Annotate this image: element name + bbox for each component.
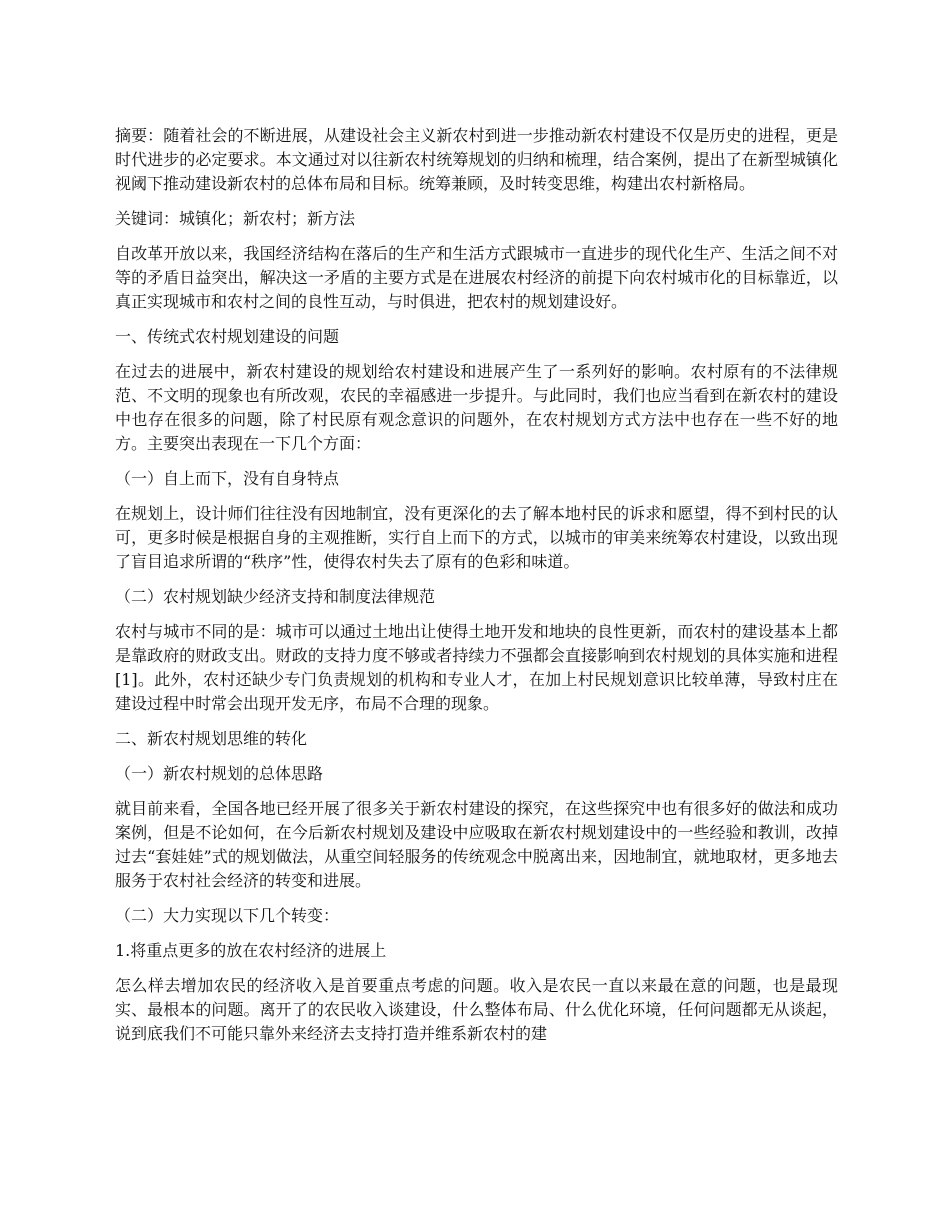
subsection-1-1-paragraph: 在规划上，设计师们往往没有因地制宜，没有更深化的去了解本地村民的诉求和愿望，得不到村民的认可，更多时候是根据自身的主观推断，实行自上而下的方式，以城市的审美来统筹农村建设，以致出现了盲目追求所谓的“秩序”性，使得农村失去了原有的色彩和味道。 (115, 504, 838, 571)
section-2-heading: 二、新农村规划思维的转化 (115, 729, 308, 748)
subsection-1-2-heading: （二）农村规划缺少经济支持和制度法律规范 (115, 587, 436, 606)
section-1-paragraph: 在过去的进展中，新农村建设的规划给农村建设和进展产生了一系列好的影响。农村原有的不法律规范、不文明的现象也有所改观，农民的幸福感进一步提升。与此同时，我们也应当看到在新农村的建设中也存在很多的问题，除了村民原有观念意识的问题外，在农村规划方式方法中也存在一些不好的地方。主要突出表现在一下几个方面： (115, 362, 838, 453)
abstract-paragraph: 摘要：随着社会的不断进展，从建设社会主义新农村到进一步推动新农村建设不仅是历史的进程，更是时代进步的必定要求。本文通过对以往新农村统筹规划的归纳和梳理，结合案例，提出了在新型城镇化视阈下推动建设新农村的总体布局和目标。统筹兼顾，及时转变思维，构建出农村新格局。 (115, 126, 838, 193)
item-1-heading: 1.将重点更多的放在农村经济的进展上 (115, 941, 387, 960)
section-1-heading: 一、传统式农村规划建设的问题 (115, 327, 340, 346)
subsection-1-2-paragraph: 农村与城市不同的是：城市可以通过土地出让使得土地开发和地块的良性更新，而农村的建设基本上都是靠政府的财政支出。财政的支持力度不够或者持续力不强都会直接影响到农村规划的具体实施和进程[1]。此外，农村还缺少专门负责规划的机构和专业人才，在加上村民规划意识比较单薄，导致村庄在建设过程中时常会出现开发无序，布局不合理的现象。 (115, 622, 838, 713)
subsection-2-1-heading: （一）新农村规划的总体思路 (115, 764, 324, 783)
keywords-line: 关键词：城镇化；新农村；新方法 (115, 209, 356, 228)
subsection-1-1-heading: （一）自上而下，没有自身特点 (115, 469, 340, 488)
intro-paragraph: 自改革开放以来，我国经济结构在落后的生产和生活方式跟城市一直进步的现代化生产、生活之间不对等的矛盾日益突出，解决这一矛盾的主要方式是在进展农村经济的前提下向农村城市化的目标靠近，以真正实现城市和农村之间的良性互动，与时俱进，把农村的规划建设好。 (115, 244, 838, 311)
document-body (115, 124, 838, 1057)
item-1-paragraph: 怎么样去增加农民的经济收入是首要重点考虑的问题。收入是农民一直以来最在意的问题，也是最现实、最根本的问题。离开了的农民收入谈建设，什么整体布局、什么优化环境，任何问题都无从谈起，说到底我们不可能只靠外来经济去支持打造并维系新农村的建 (115, 976, 838, 1043)
subsection-2-1-paragraph: 就目前来看，全国各地已经开展了很多关于新农村建设的探究，在这些探究中也有很多好的做法和成功案例，但是不论如何，在今后新农村规划及建设中应吸取在新农村规划建设中的一些经验和教训，改掉过去“套娃娃”式的规划做法，从重空间轻服务的传统观念中脱离出来，因地制宜，就地取材，更多地去服务于农村社会经济的转变和进展。 (115, 799, 838, 890)
subsection-2-2-heading: （二）大力实现以下几个转变： (115, 906, 340, 925)
